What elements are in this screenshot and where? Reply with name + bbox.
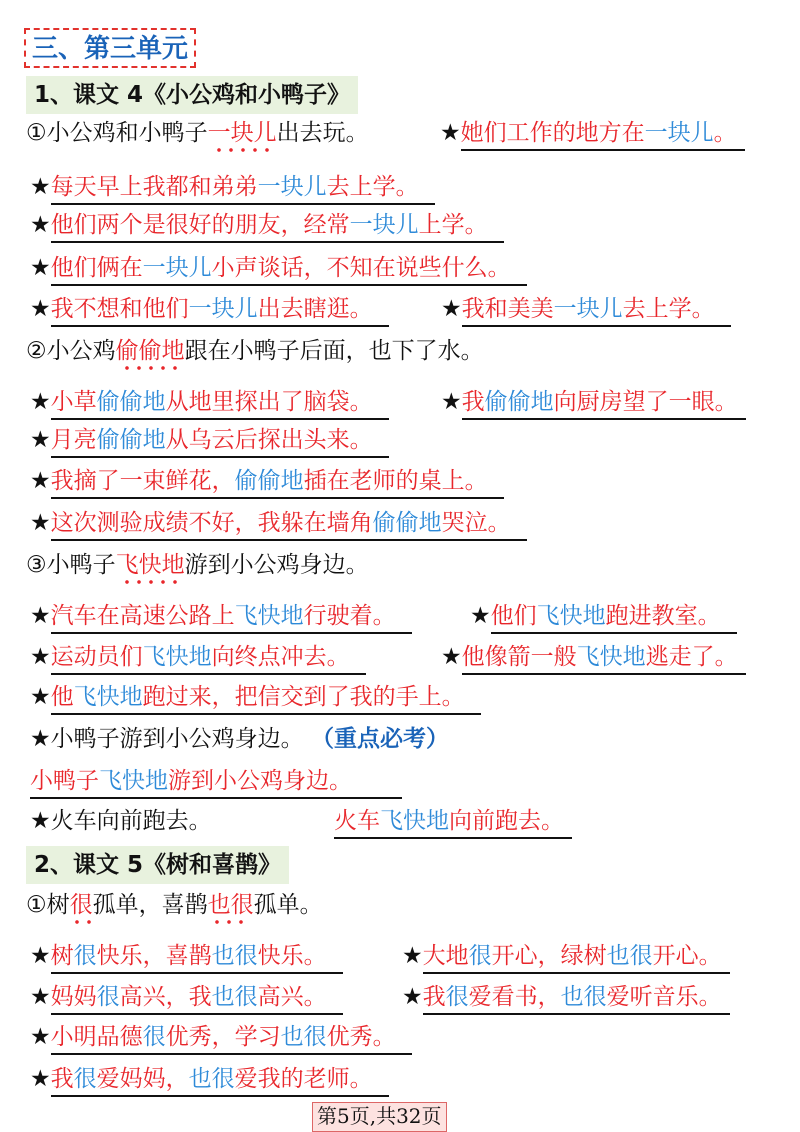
- example-7: ★小草偷偷地从地里探出了脑袋。: [30, 389, 373, 415]
- example-8: ★我偷偷地向厨房望了一眼。: [441, 389, 738, 415]
- example-21: ★小明品德很优秀，学习也很优秀。: [30, 1024, 396, 1050]
- example-14: ★运动员们飞快地向终点冲去。: [30, 644, 350, 670]
- example-13: ★他们飞快地跑进教室。: [470, 603, 721, 629]
- example-1: ★她们工作的地方在一块儿。: [440, 120, 737, 146]
- example-16: ★他飞快地跑过来，把信交到了我的手上。: [30, 684, 465, 710]
- question-2: ★火车向前跑去。: [30, 808, 212, 834]
- example-2: ★每天早上我都和弟弟一块儿去上学。: [30, 174, 419, 200]
- example-22: ★我很爱妈妈，也很爱我的老师。: [30, 1066, 373, 1092]
- question-1: ★小鸭子游到小公鸡身边。 （重点必考）: [30, 726, 449, 752]
- example-5: ★我不想和他们一块儿出去瞎逛。: [30, 296, 373, 322]
- example-10: ★我摘了一束鲜花，偷偷地插在老师的桌上。: [30, 468, 488, 494]
- example-4: ★他们俩在一块儿小声谈话，不知在说些什么。: [30, 255, 511, 281]
- answer-1: 小鸭子飞快地游到小公鸡身边。: [30, 768, 352, 794]
- example-20: ★我很爱看书，也很爱听音乐。: [402, 984, 722, 1010]
- example-6: ★我和美美一块儿去上学。: [441, 296, 715, 322]
- sentence-3: ③小鸭子飞快地游到小公鸡身边。: [26, 552, 369, 578]
- unit-title: 三、第三单元: [24, 28, 196, 68]
- example-19: ★妈妈很高兴，我也很高兴。: [30, 984, 327, 1010]
- lesson-4-title: 1、课文 4《小公鸡和小鸭子》: [26, 76, 358, 114]
- example-9: ★月亮偷偷地从乌云后探出头来。: [30, 427, 373, 453]
- lesson-5-title: 2、课文 5《树和喜鹊》: [26, 846, 289, 884]
- sentence-2: ②小公鸡偷偷地跟在小鸭子后面，也下了水。: [26, 338, 484, 364]
- answer-2: 火车飞快地向前跑去。: [334, 808, 564, 834]
- example-12: ★汽车在高速公路上飞快地行驶着。: [30, 603, 396, 629]
- example-15: ★他像箭一般飞快地逃走了。: [441, 644, 738, 670]
- page-number: 第5页,共32页: [312, 1102, 447, 1132]
- example-18: ★大地很开心，绿树也很开心。: [402, 943, 722, 969]
- key-point-tag: （重点必考）: [310, 726, 449, 752]
- sentence-1: ①小公鸡和小鸭子一块儿出去玩。: [26, 120, 369, 146]
- example-17: ★树很快乐，喜鹊也很快乐。: [30, 943, 327, 969]
- example-3: ★他们两个是很好的朋友，经常一块儿上学。: [30, 212, 488, 238]
- sentence-4: ①树很孤单，喜鹊也很孤单。: [26, 892, 323, 918]
- example-11: ★这次测验成绩不好，我躲在墙角偷偷地哭泣。: [30, 510, 511, 536]
